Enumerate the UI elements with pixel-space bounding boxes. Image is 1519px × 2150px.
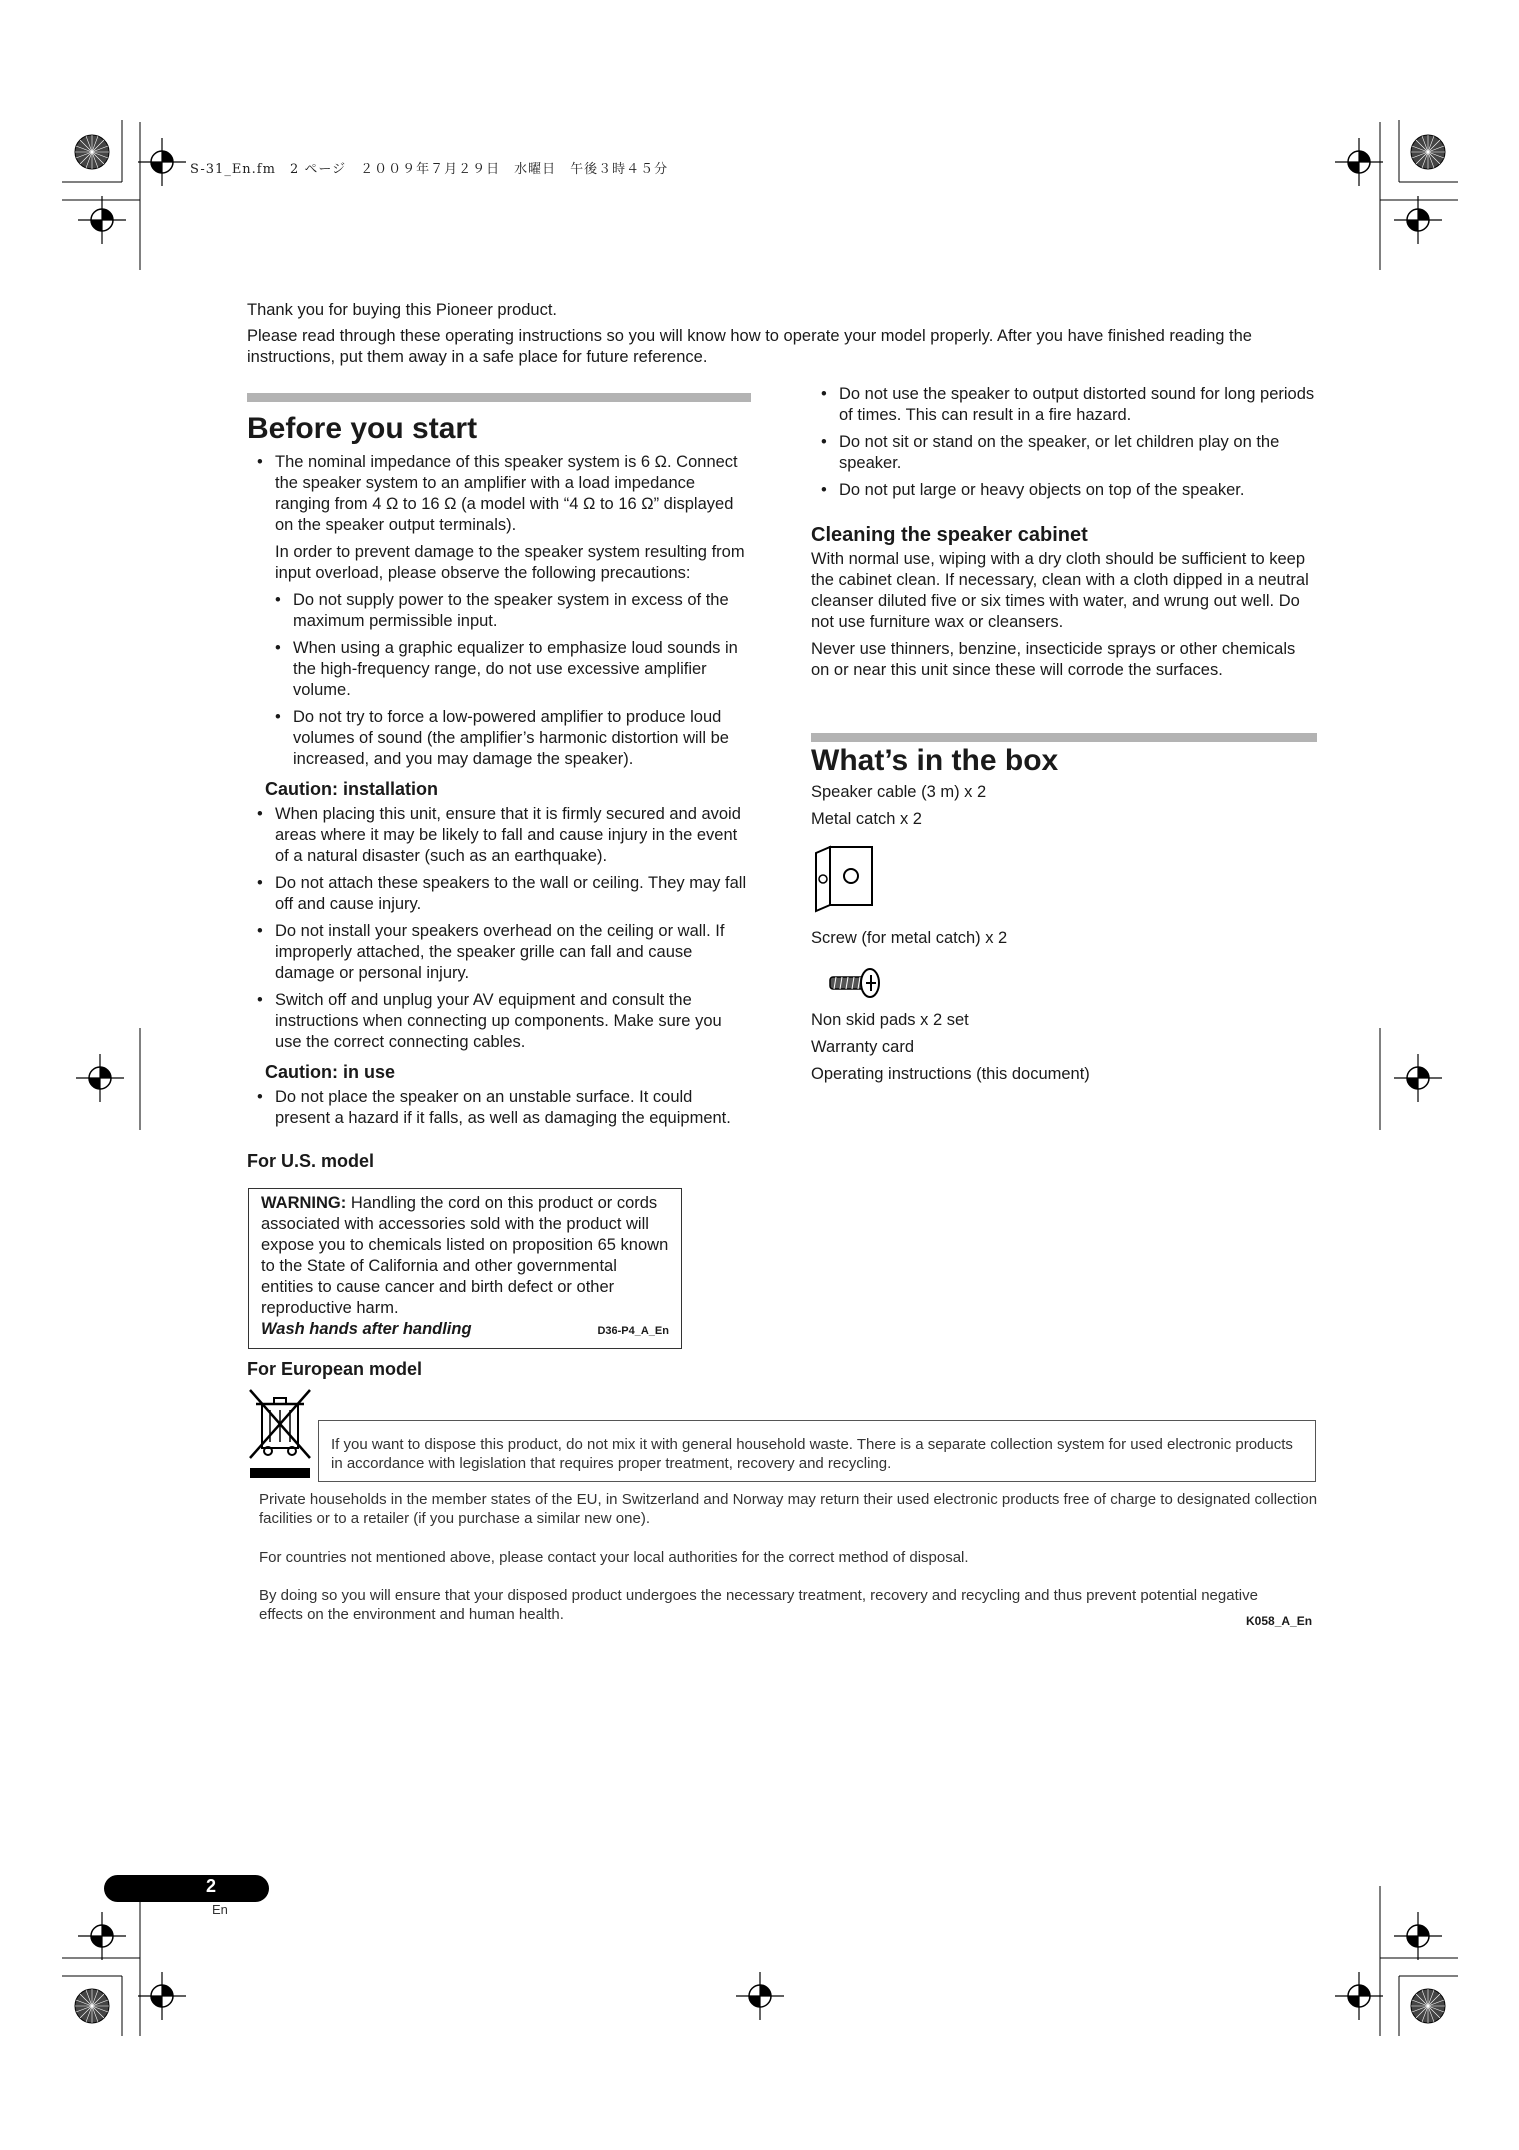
page-number-pill: [104, 1875, 269, 1902]
registration-star-icon: [75, 1989, 109, 2023]
registration-mark-icon: [78, 196, 126, 244]
us-model-title: For U.S. model: [247, 1151, 375, 1171]
cleaning-text-1: With normal use, wiping with a dry cloth should be sufficient to keep the cabinet clean. If necessary, clean with a cloth dipped in a neutral cleanser diluted five or six times with water, and wrung out well. Do not use furniture wax or cleansers.: [811, 550, 1309, 631]
list-item: • When placing this unit, ensure that it is firmly secured and avoid areas where it may be likely to fall and cause injury in the event of a natural disaster (such as an earthquake).: [257, 804, 751, 867]
registration-mark-icon: [1335, 138, 1383, 186]
list-item: • Switch off and unplug your AV equipment and consult the instructions when connecting up components. Make sure you use the correct connecting cables.: [257, 990, 751, 1053]
list-item: • Do not use the speaker to output distorted sound for long periods of times. This can result in a fire hazard.: [821, 384, 1317, 426]
registration-mark-icon: [1394, 1054, 1442, 1102]
right-column: [811, 384, 1317, 687]
caution-install-list: [257, 804, 751, 1053]
registration-star-icon: [1411, 135, 1445, 169]
file-stamp: S-31_En.fm 2 ページ ２００９年７月２９日 水曜日 午後３時４５分: [190, 162, 669, 177]
list-item: • Do not try to force a low-powered amplifier to produce loud volumes of sound (the amplifier’s harmonic distortion will be increased, and you may damage the speaker).: [275, 707, 751, 770]
prop65-warning-box: [248, 1188, 682, 1349]
registration-mark-icon: [76, 1054, 124, 1102]
box-item-manual: Operating instructions (this document): [811, 1065, 1090, 1083]
metal-catch-icon: [812, 845, 876, 913]
use-list-continued: [811, 384, 1317, 501]
caution-install-title: Caution: installation: [265, 779, 438, 799]
cleaning-text-2: Never use thinners, benzine, insecticide sprays or other chemicals on or near this unit since these will corrode the surfaces.: [811, 640, 1296, 679]
screw-icon: [828, 966, 884, 1000]
registration-mark-icon: [1394, 196, 1442, 244]
overload-intro: In order to prevent damage to the speaker system resulting from input overload, please observe the following precautions:: [275, 543, 745, 582]
eu-disposal-box: If you want to dispose this product, do not mix it with general household waste. There is a separate collection system for used electronic products in accordance with legislation that requires proper treatment, recovery and recycling.: [318, 1420, 1316, 1482]
box-item-catch: Metal catch x 2: [811, 810, 922, 828]
list-item: • Do not place the speaker on an unstable surface. It could present a hazard if it falls, as well as damaging the equipment.: [257, 1087, 751, 1129]
list-item: • Do not attach these speakers to the wall or ceiling. They may fall off and cause injury.: [257, 873, 751, 915]
weee-bin-icon: [246, 1388, 314, 1480]
intro-thanks: Thank you for buying this Pioneer product.: [247, 301, 558, 319]
doc-code: D36-P4_A_En: [597, 1325, 669, 1337]
warning-text: Handling the cord on this product or cords associated with accessories sold with the product will expose you to chemicals listed on proposition 65 known to the State of California and other governmental entities to cause cancer and birth defect or other reproductive harm.: [261, 1194, 669, 1317]
wash-hands-text: Wash hands after handling: [261, 1320, 472, 1338]
warning-label: WARNING:: [261, 1194, 347, 1212]
page-language: En: [212, 1902, 228, 1917]
eu-model-title: For European model: [247, 1359, 423, 1379]
registration-mark-icon: [1394, 1912, 1442, 1960]
eu-text-3: By doing so you will ensure that your disposed product undergoes the necessary treatment, recovery and recycling and thus prevent potential negative effects on the environment and human health.: [259, 1587, 1258, 1623]
caution-use-list: [257, 1087, 751, 1129]
precautions-list: [275, 590, 751, 770]
cleaning-title: Cleaning the speaker cabinet: [811, 524, 1088, 546]
registration-mark-icon: [1335, 1972, 1383, 2020]
eu-text-2: For countries not mentioned above, please contact your local authorities for the correct method of disposal.: [259, 1549, 969, 1566]
list-item: [257, 452, 751, 770]
box-item-screw: Screw (for metal catch) x 2: [811, 929, 1008, 947]
eu-text-1: Private households in the member states of the EU, in Switzerland and Norway may return their used electronic products free of charge to designated collection facilities or to a retailer (if you purchase a similar new one).: [259, 1491, 1318, 1527]
list-item: • Do not install your speakers overhead on the ceiling or wall. If improperly attached, the speaker grille can fall and cause damage or personal injury.: [257, 921, 751, 984]
box-title: What’s in the box: [811, 744, 1059, 777]
registration-mark-icon: [78, 1912, 126, 1960]
before-title: Before you start: [247, 412, 478, 445]
intro-read: Please read through these operating instructions so you will know how to operate your model properly. After you have finished reading the instructions, put them away in a safe place for future reference.: [247, 327, 1252, 366]
registration-star-icon: [1411, 1989, 1445, 2023]
registration-mark-icon: [736, 1972, 784, 2020]
list-item: • Do not supply power to the speaker system in excess of the maximum permissible input.: [275, 590, 751, 632]
caution-use-title: Caution: in use: [265, 1062, 395, 1082]
list-item: • Do not sit or stand on the speaker, or let children play on the speaker.: [821, 432, 1317, 474]
box-item-warranty: Warranty card: [811, 1038, 914, 1056]
doc-code: K058_A_En: [1246, 1614, 1313, 1628]
box-item-pads: Non skid pads x 2 set: [811, 1011, 969, 1029]
registration-mark-icon: [138, 1972, 186, 2020]
left-column: [247, 393, 751, 1135]
list-item: • Do not put large or heavy objects on top of the speaker.: [821, 480, 1317, 501]
page-number: 2: [206, 1876, 217, 1896]
section-bar: [247, 393, 751, 402]
registration-star-icon: [75, 135, 109, 169]
impedance-text: • The nominal impedance of this speaker system is 6 Ω. Connect the speaker system to an amplifier with a load impedance ranging from 4 Ω to 16 Ω (a model with “4 Ω to 16 Ω” displayed on the speaker output terminals).: [275, 453, 738, 534]
box-item-cable: Speaker cable (3 m) x 2: [811, 783, 987, 801]
section-bar: [811, 733, 1317, 742]
registration-mark-icon: [138, 138, 186, 186]
list-item: • When using a graphic equalizer to emphasize loud sounds in the high-frequency range, do not use excessive amplifier volume.: [275, 638, 751, 701]
before-list: [257, 452, 751, 770]
